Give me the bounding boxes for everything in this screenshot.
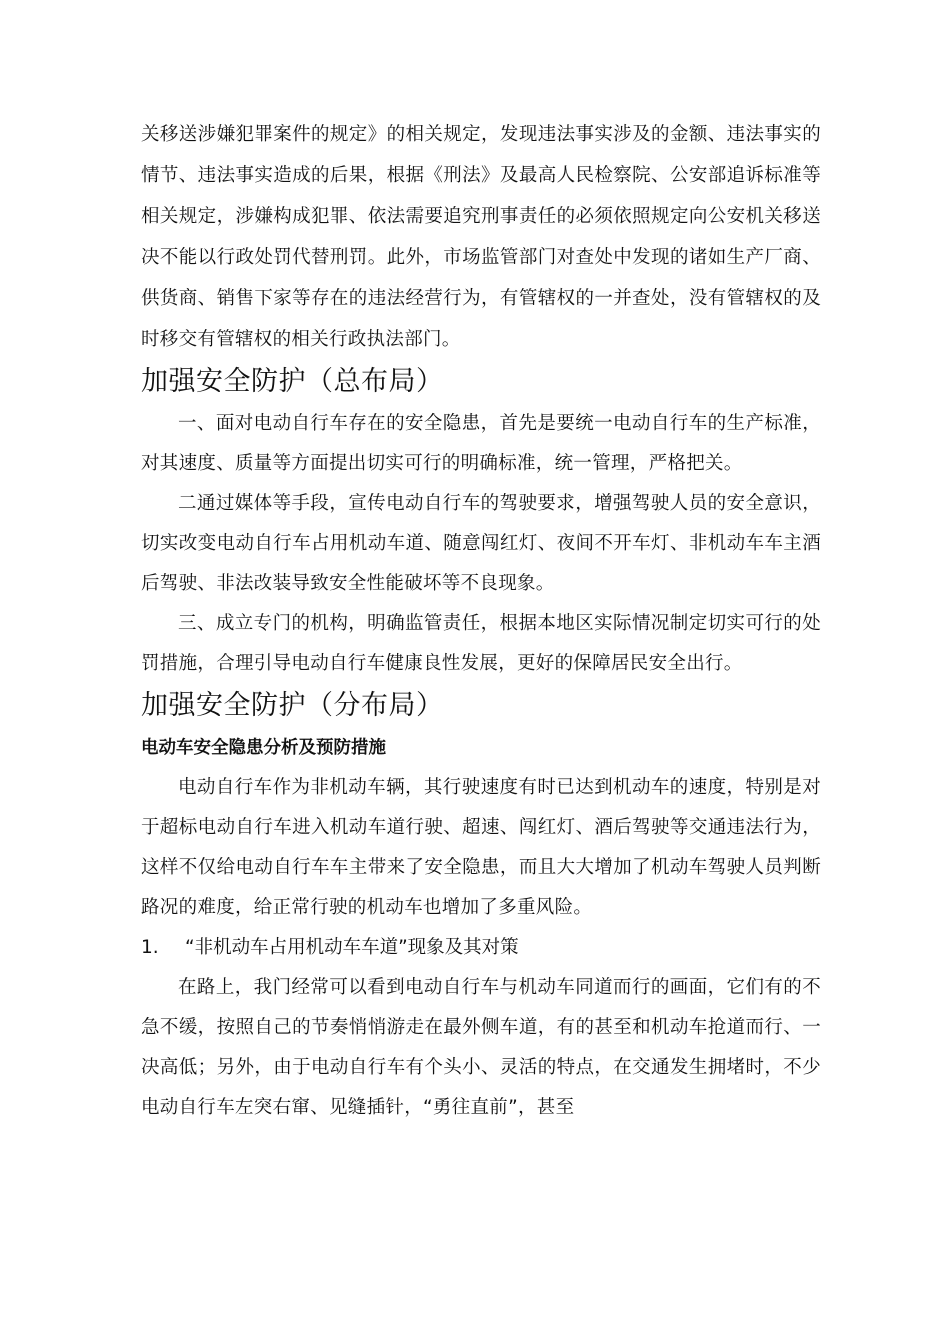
- detail-paragraph: 电动自行车作为非机动车辆，其行驶速度有时已达到机动车的速度，特别是对于超标电动自行车进入机动车道行驶、超速、闯红灯、酒后驾驶等交通违法行为，这样不仅给电动自行车车主带来了安全隐患，而且大大增加了机动车驾驶人员判断路况的难度，给正常行驶的机动车也增加了多重风险。: [141, 777, 821, 918]
- intro-paragraph: 关移送涉嫌犯罪案件的规定》的相关规定，发现违法事实涉及的金额、违法事实的情节、违法事实造成的后果，根据《刑法》及最高人民检察院、公安部追诉标准等相关规定，涉嫌构成犯罪、依法需要追究刑事责任的必须依照规定向公安机关移送决不能以行政处罚代替刑罚。此外，市场监管部门对查处中发现的诸如生产厂商、供货商、销售下家等存在的违法经营行为，有管辖权的一并查处，没有管辖权的及时移交有管辖权的相关行政执法部门。: [141, 124, 821, 350]
- numbered-item-title: [141, 928, 821, 968]
- document-page: [141, 114, 821, 1128]
- section-heading-general: 加强安全防护（总布局）: [141, 366, 444, 397]
- section-subheading: 电动车安全隐患分析及预防措施: [141, 738, 386, 758]
- general-paragraph-1: 一、面对电动自行车存在的安全隐患，首先是要统一电动自行车的生产标准，对其速度、质量等方面提出切实可行的明确标准，统一管理，严格把关。: [141, 413, 821, 474]
- general-paragraph-2: 二通过媒体等手段，宣传电动自行车的驾驶要求，增强驾驶人员的安全意识，切实改变电动自行车占用机动车道、随意闯红灯、夜间不开车灯、非机动车车主酒后驾驶、非法改装导致安全性能破坏等不良现象。: [141, 493, 821, 594]
- item-paragraph: 在路上，我门经常可以看到电动自行车与机动车同道而行的画面，它们有的不急不缓，按照自己的节奏悄悄游走在最外侧车道，有的甚至和机动车抢道而行、一决高低；另外，由于电动自行车有个头小、灵活的特点，在交通发生拥堵时，不少电动自行车左突右窜、见缝插针，“勇往直前”，甚至: [141, 977, 821, 1118]
- general-paragraph-3: 三、成立专门的机构，明确监管责任，根据本地区实际情况制定切实可行的处罚措施，合理引导电动自行车健康良性发展，更好的保障居民安全出行。: [141, 613, 821, 674]
- item-title-text: “非机动车占用机动车车道”现象及其对策: [185, 937, 519, 958]
- section-heading-detail: 加强安全防护（分布局）: [141, 690, 444, 721]
- item-number: 1.: [141, 937, 159, 958]
